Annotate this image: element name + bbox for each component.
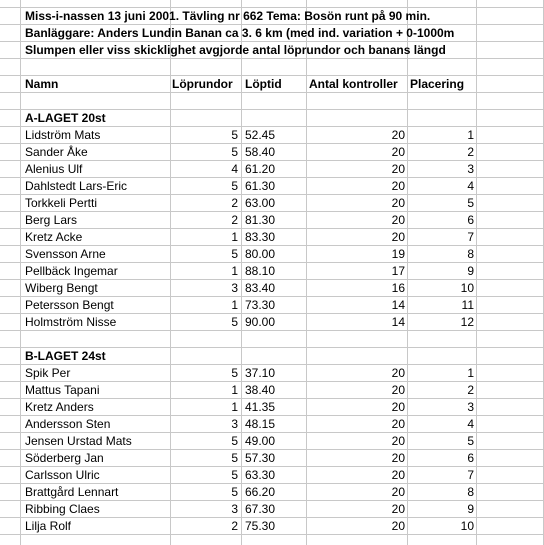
table-row	[0, 246, 544, 263]
controls-cell[interactable]: 20	[391, 451, 405, 465]
rounds-cell[interactable]: 5	[231, 451, 238, 465]
controls-cell[interactable]: 20	[391, 400, 405, 414]
place-cell[interactable]: 2	[467, 383, 474, 397]
controls-cell[interactable]: 20	[391, 434, 405, 448]
table-row	[0, 144, 544, 161]
column-header-controls[interactable]: Antal kontroller	[309, 77, 398, 91]
rounds-cell[interactable]: 1	[231, 230, 238, 244]
runner-name-cell[interactable]: Berg Lars	[25, 213, 78, 227]
runner-name-cell[interactable]: Lidström Mats	[25, 128, 101, 142]
place-cell[interactable]: 4	[467, 179, 474, 193]
column-header-row	[0, 76, 544, 93]
place-cell[interactable]: 4	[467, 417, 474, 431]
place-cell[interactable]: 8	[467, 485, 474, 499]
controls-cell[interactable]: 20	[391, 230, 405, 244]
rounds-cell[interactable]: 3	[231, 417, 238, 431]
place-cell[interactable]: 8	[467, 247, 474, 261]
table-row	[0, 518, 544, 535]
time-cell[interactable]: 80.00	[245, 247, 276, 261]
rounds-cell[interactable]: 1	[231, 400, 238, 414]
title-line: Miss-i-nassen 13 juni 2001. Tävling nr 662 Tema: Bosön runt på 90 min.	[25, 9, 431, 23]
time-cell[interactable]: 81.30	[245, 213, 276, 227]
rounds-cell[interactable]: 2	[231, 213, 238, 227]
table-row	[0, 416, 544, 433]
team-a-title[interactable]: A-LAGET 20st	[25, 111, 106, 125]
table-row	[0, 161, 544, 178]
column-header-name[interactable]: Namn	[25, 77, 59, 91]
time-cell[interactable]: 75.30	[245, 519, 276, 533]
runner-name-cell[interactable]: Torkkeli Pertti	[25, 196, 98, 210]
time-cell[interactable]: 61.20	[245, 162, 276, 176]
place-cell[interactable]: 9	[467, 264, 474, 278]
controls-cell[interactable]: 20	[391, 502, 405, 516]
rounds-cell[interactable]: 3	[231, 281, 238, 295]
table-row	[0, 450, 544, 467]
time-cell[interactable]: 66.20	[245, 485, 276, 499]
rounds-cell[interactable]: 5	[231, 179, 238, 193]
place-cell[interactable]: 6	[467, 213, 474, 227]
team-a-title-row	[0, 110, 544, 127]
rounds-cell[interactable]: 5	[231, 434, 238, 448]
controls-cell[interactable]: 20	[391, 417, 405, 431]
runner-name-cell[interactable]: Mattus Tapani	[25, 383, 100, 397]
place-cell[interactable]: 7	[467, 230, 474, 244]
time-cell[interactable]: 67.30	[245, 502, 276, 516]
place-cell[interactable]: 1	[467, 128, 474, 142]
runner-name-cell[interactable]: Kretz Anders	[25, 400, 94, 414]
place-cell[interactable]: 10	[460, 519, 474, 533]
runner-name-cell[interactable]: Spik Per	[25, 366, 71, 380]
time-cell[interactable]: 63.30	[245, 468, 276, 482]
time-cell[interactable]: 90.00	[245, 315, 276, 329]
table-row	[0, 433, 544, 450]
controls-cell[interactable]: 20	[391, 366, 405, 380]
rounds-cell[interactable]: 5	[231, 128, 238, 142]
time-cell[interactable]: 63.00	[245, 196, 276, 210]
table-row	[0, 229, 544, 246]
time-cell[interactable]: 61.30	[245, 179, 276, 193]
runner-name-cell[interactable]: Petersson Bengt	[25, 298, 114, 312]
controls-cell[interactable]: 20	[391, 179, 405, 193]
place-cell[interactable]: 10	[460, 281, 474, 295]
table-row	[0, 484, 544, 501]
column-header-place[interactable]: Placering	[410, 77, 465, 91]
runner-name-cell[interactable]: Ribbing Claes	[25, 502, 100, 516]
rounds-cell[interactable]: 5	[231, 485, 238, 499]
controls-cell[interactable]: 20	[391, 196, 405, 210]
controls-cell[interactable]: 20	[391, 213, 405, 227]
table-row	[0, 178, 544, 195]
description-line: Slumpen eller viss skicklighet avgjorde antal löprundor och banans längd	[25, 43, 446, 57]
controls-cell[interactable]: 20	[391, 145, 405, 159]
rounds-cell[interactable]: 2	[231, 196, 238, 210]
time-cell[interactable]: 38.40	[245, 383, 276, 397]
controls-cell[interactable]: 20	[391, 383, 405, 397]
controls-cell[interactable]: 20	[391, 468, 405, 482]
rounds-cell[interactable]: 3	[231, 502, 238, 516]
rounds-cell[interactable]: 1	[231, 298, 238, 312]
course-setter-line: Banläggare: Anders Lundin Banan ca 3. 6 km (med ind. variation + 0-1000m	[25, 26, 455, 40]
column-header-time[interactable]: Löptid	[245, 77, 282, 91]
table-row	[0, 212, 544, 229]
table-row	[0, 280, 544, 297]
runner-name-cell[interactable]: Holmström Nisse	[25, 315, 117, 329]
runner-name-cell[interactable]: Alenius Ulf	[25, 162, 83, 176]
runner-name-cell[interactable]: Söderberg Jan	[25, 451, 104, 465]
table-row	[0, 263, 544, 280]
controls-cell[interactable]: 20	[391, 485, 405, 499]
runner-name-cell[interactable]: Carlsson Ulric	[25, 468, 100, 482]
table-row	[0, 399, 544, 416]
place-cell[interactable]: 6	[467, 451, 474, 465]
place-cell[interactable]: 1	[467, 366, 474, 380]
runner-name-cell[interactable]: Kretz Acke	[25, 230, 83, 244]
time-cell[interactable]: 88.10	[245, 264, 276, 278]
runner-name-cell[interactable]: Sander Åke	[25, 145, 88, 159]
controls-cell[interactable]: 14	[391, 315, 405, 329]
place-cell[interactable]: 3	[467, 400, 474, 414]
runner-name-cell[interactable]: Dahlstedt Lars-Eric	[25, 179, 128, 193]
column-header-rounds[interactable]: Löprundor	[172, 77, 233, 91]
runner-name-cell[interactable]: Andersson Sten	[25, 417, 111, 431]
place-cell[interactable]: 9	[467, 502, 474, 516]
controls-cell[interactable]: 20	[391, 162, 405, 176]
rounds-cell[interactable]: 1	[231, 383, 238, 397]
controls-cell[interactable]: 14	[391, 298, 405, 312]
rounds-cell[interactable]: 5	[231, 468, 238, 482]
time-cell[interactable]: 37.10	[245, 366, 276, 380]
time-cell[interactable]: 41.35	[245, 400, 276, 414]
rounds-cell[interactable]: 5	[231, 315, 238, 329]
runner-name-cell[interactable]: Brattgård Lennart	[25, 485, 119, 499]
place-cell[interactable]: 2	[467, 145, 474, 159]
place-cell[interactable]: 12	[460, 315, 474, 329]
place-cell[interactable]: 5	[467, 434, 474, 448]
time-cell[interactable]: 57.30	[245, 451, 276, 465]
table-row	[0, 501, 544, 518]
runner-name-cell[interactable]: Lilja Rolf	[25, 519, 72, 533]
table-row	[0, 127, 544, 144]
rounds-cell[interactable]: 5	[231, 145, 238, 159]
table-row	[0, 382, 544, 399]
table-row	[0, 297, 544, 314]
runner-name-cell[interactable]: Wiberg Bengt	[25, 281, 98, 295]
time-cell[interactable]: 58.40	[245, 145, 276, 159]
controls-cell[interactable]: 16	[391, 281, 405, 295]
time-cell[interactable]: 52.45	[245, 128, 276, 142]
table-row	[0, 195, 544, 212]
controls-cell[interactable]: 19	[391, 247, 405, 261]
rounds-cell[interactable]: 2	[231, 519, 238, 533]
controls-cell[interactable]: 20	[391, 519, 405, 533]
table-row	[0, 365, 544, 382]
rounds-cell[interactable]: 1	[231, 264, 238, 278]
rounds-cell[interactable]: 4	[231, 162, 238, 176]
time-cell[interactable]: 49.00	[245, 434, 276, 448]
runner-name-cell[interactable]: Svensson Arne	[25, 247, 106, 261]
team-b-title[interactable]: B-LAGET 24st	[25, 349, 106, 363]
rounds-cell[interactable]: 5	[231, 366, 238, 380]
controls-cell[interactable]: 20	[391, 128, 405, 142]
place-cell[interactable]: 5	[467, 196, 474, 210]
place-cell[interactable]: 11	[461, 298, 474, 312]
place-cell[interactable]: 7	[467, 468, 474, 482]
runner-name-cell[interactable]: Pellbäck Ingemar	[25, 264, 118, 278]
place-cell[interactable]: 3	[467, 162, 474, 176]
time-cell[interactable]: 83.40	[245, 281, 276, 295]
table-row	[0, 467, 544, 484]
team-b-title-row	[0, 348, 544, 365]
controls-cell[interactable]: 17	[391, 264, 405, 278]
time-cell[interactable]: 48.15	[245, 417, 276, 431]
time-cell[interactable]: 83.30	[245, 230, 276, 244]
table-row	[0, 314, 544, 331]
time-cell[interactable]: 73.30	[245, 298, 276, 312]
runner-name-cell[interactable]: Jensen Urstad Mats	[25, 434, 132, 448]
rounds-cell[interactable]: 5	[231, 247, 238, 261]
